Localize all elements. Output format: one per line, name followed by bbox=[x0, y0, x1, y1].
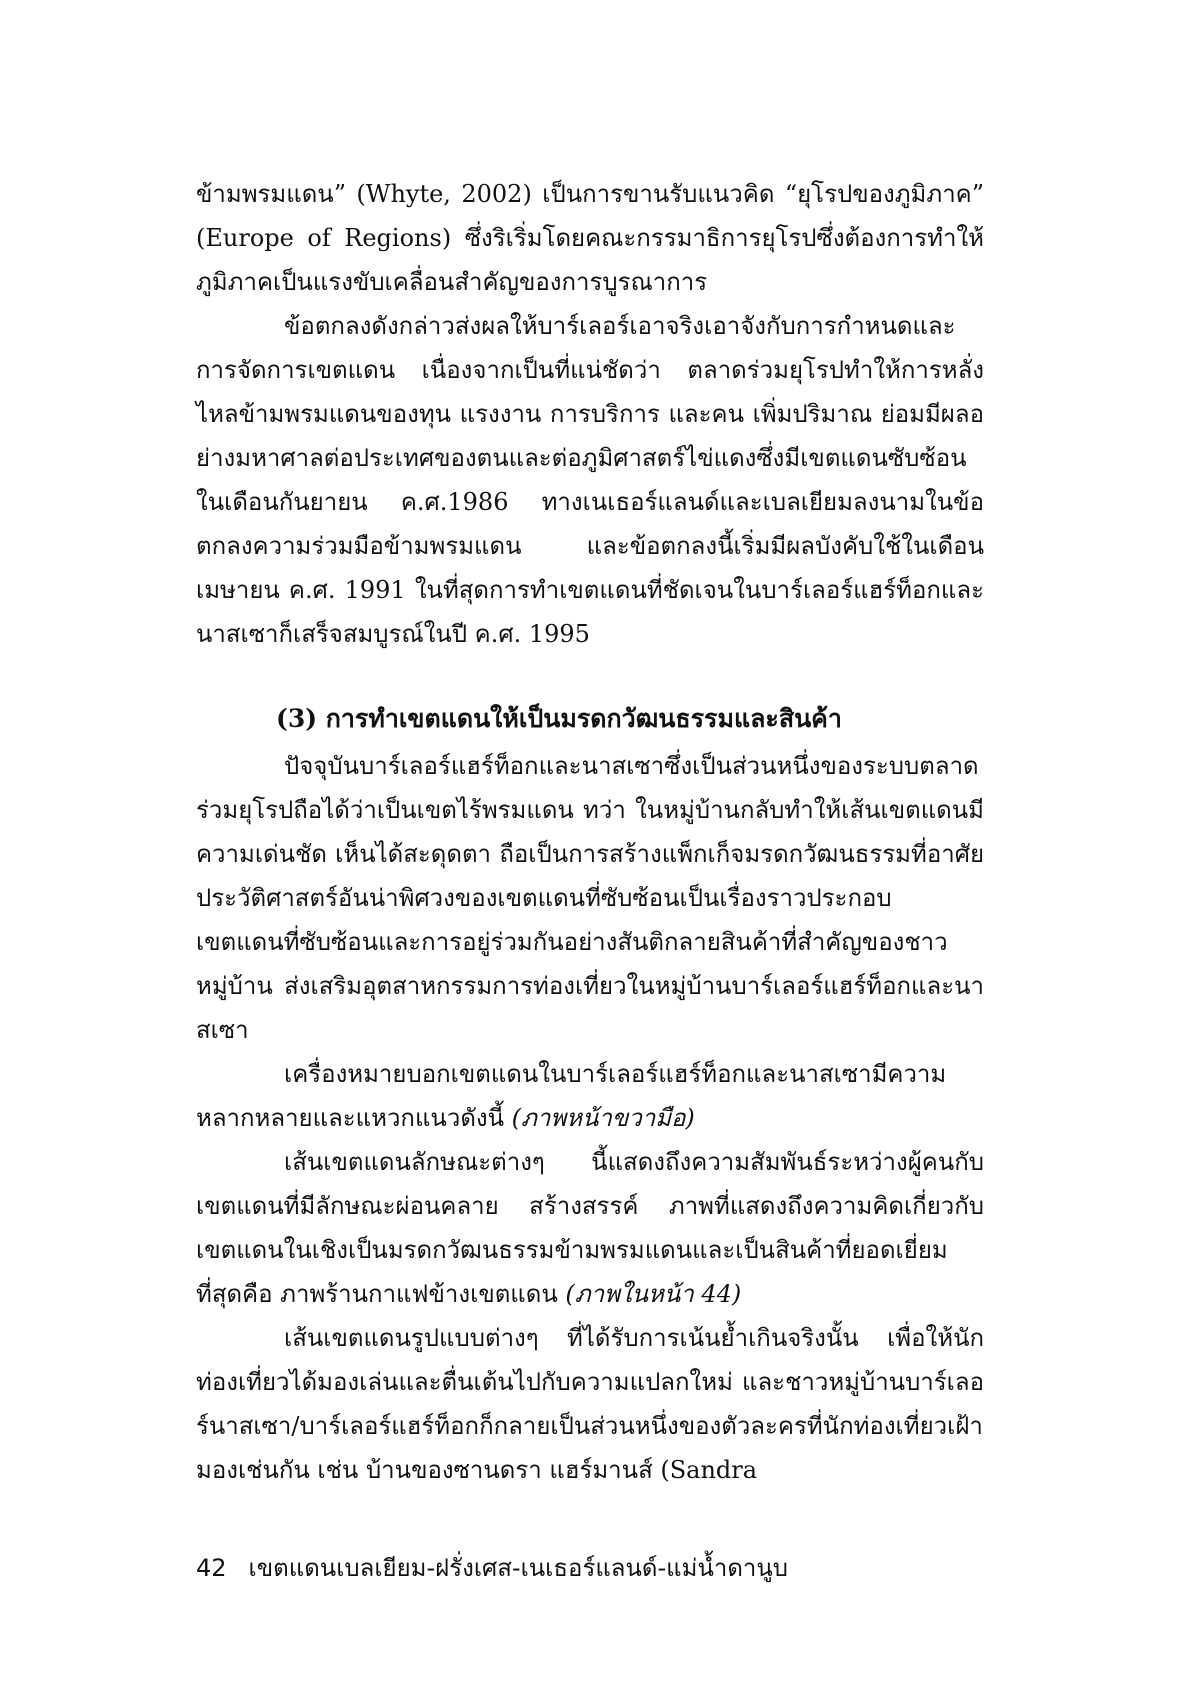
page-footer bbox=[196, 1550, 984, 1586]
paragraph-border-relations bbox=[196, 1140, 984, 1316]
body-text-section-3 bbox=[196, 696, 984, 1492]
paragraph-agreement-effects: ข้อตกลงดังกล่าวส่งผลให้บาร์เลอร์เอาจริงเอาจังกับการกำหนดและการจัดการเขตแดน เนื่องจากเป็นที่แน่ชัดว่า ตลาดร่วมยุโรปทำให้การหลั่งไหลข้ามพรมแดนของทุน แรงงาน การบริการ และคน เพิ่มปริมาณ ย่อมมีผลอย่างมหาศาลต่อประเทศของตนและต่อภูมิศาสตร์ไข่แดงซึ่งมีเขตแดนซับซ้อน ในเดือนกันยายน ค.ศ.1986 ทางเนเธอร์แลนด์และเบลเยียมลงนามในข้อตกลงความร่วมมือข้ามพรมแดน และข้อตกลงนี้เริ่มมีผลบังคับใช้ในเดือนเมษายน ค.ศ. 1991 ในที่สุดการทำเขตแดนที่ชัดเจนในบาร์เลอร์แฮร์ท็อกและนาสเซาก็เสร็จสมบูรณ์ในปี ค.ศ. 1995 bbox=[196, 312, 984, 648]
section-heading: (3) การทำเขตแดนให้เป็นมรดกวัฒนธรรมและสินค้า bbox=[276, 704, 842, 733]
figure-reference-right-page: (ภาพหน้าขวามือ) bbox=[511, 1104, 695, 1132]
running-title: เขตแดนเบลเยียม-ฝรั่งเศส-เนเธอร์แลนด์-แม่น้ำดานูบ bbox=[248, 1554, 789, 1582]
paragraph-border-markers bbox=[196, 1052, 984, 1140]
paragraph-tourism: เส้นเขตแดนรูปแบบต่างๆ ที่ได้รับการเน้นย้ำเกินจริงนั้น เพื่อให้นักท่องเที่ยวได้มองเล่นและตื่นเต้นไปกับความแปลกใหม่ และชาวหมู่บ้านบาร์เลอร์นาสเซา/บาร์เลอร์แฮร์ท็อกก็กลายเป็นส่วนหนึ่งของตัวละครที่นักท่องเที่ยวเฝ้ามองเช่นกัน เช่น บ้านของซานดรา แฮร์มานส์ (Sandra bbox=[196, 1324, 984, 1484]
paragraph-border-relations-text: เส้นเขตแดนลักษณะต่างๆ นี้แสดงถึงความสัมพันธ์ระหว่างผู้คนกับเขตแดนที่มีลักษณะผ่อนคลาย สร้างสรรค์ ภาพที่แสดงถึงความคิดเกี่ยวกับเขตแดนในเชิงเป็นมรดกวัฒนธรรมข้ามพรมแดนและเป็นสินค้าที่ยอดเยี่ยมที่สุดคือ ภาพร้านกาแฟข้างเขตแดน bbox=[196, 1148, 984, 1308]
paragraph-border-markers-text: เครื่องหมายบอกเขตแดนในบาร์เลอร์แฮร์ท็อกและนาสเซามีความหลากหลายและแหวกแนวดังนี้ bbox=[196, 1060, 947, 1132]
page-number: 42 bbox=[196, 1554, 227, 1582]
figure-reference-page-44: (ภาพในหน้า 44) bbox=[565, 1280, 742, 1308]
paragraph-borderless-zone: ปัจจุบันบาร์เลอร์แฮร์ท็อกและนาสเซาซึ่งเป็นส่วนหนึ่งของระบบตลาดร่วมยุโรปถือได้ว่าเป็นเขตไร้พรมแดน ทว่า ในหมู่บ้านกลับทำให้เส้นเขตแดนมีความเด่นชัด เห็นได้สะดุดตา ถือเป็นการสร้างแพ็กเก็จมรดกวัฒนธรรมที่อาศัยประวัติศาสตร์อันน่าพิศวงของเขตแดนที่ซับซ้อนเป็นเรื่องราวประกอบ เขตแดนที่ซับซ้อนและการอยู่ร่วมกันอย่างสันติกลายสินค้าที่สำคัญของชาวหมู่บ้าน ส่งเสริมอุตสาหกรรมการท่องเที่ยวในหมู่บ้านบาร์เลอร์แฮร์ท็อกและนาสเซา bbox=[196, 752, 984, 1044]
body-text-top bbox=[196, 172, 984, 656]
paragraph-continuation: ข้ามพรมแดน” (Whyte, 2002) เป็นการขานรับแนวคิด “ยุโรปของภูมิภาค” (Europe of Regions) ซึ่งริเริ่มโดยคณะกรรมาธิการยุโรปซึ่งต้องการทำให้ภูมิภาคเป็นแรงขับเคลื่อนสำคัญของการบูรณาการ bbox=[196, 180, 984, 296]
